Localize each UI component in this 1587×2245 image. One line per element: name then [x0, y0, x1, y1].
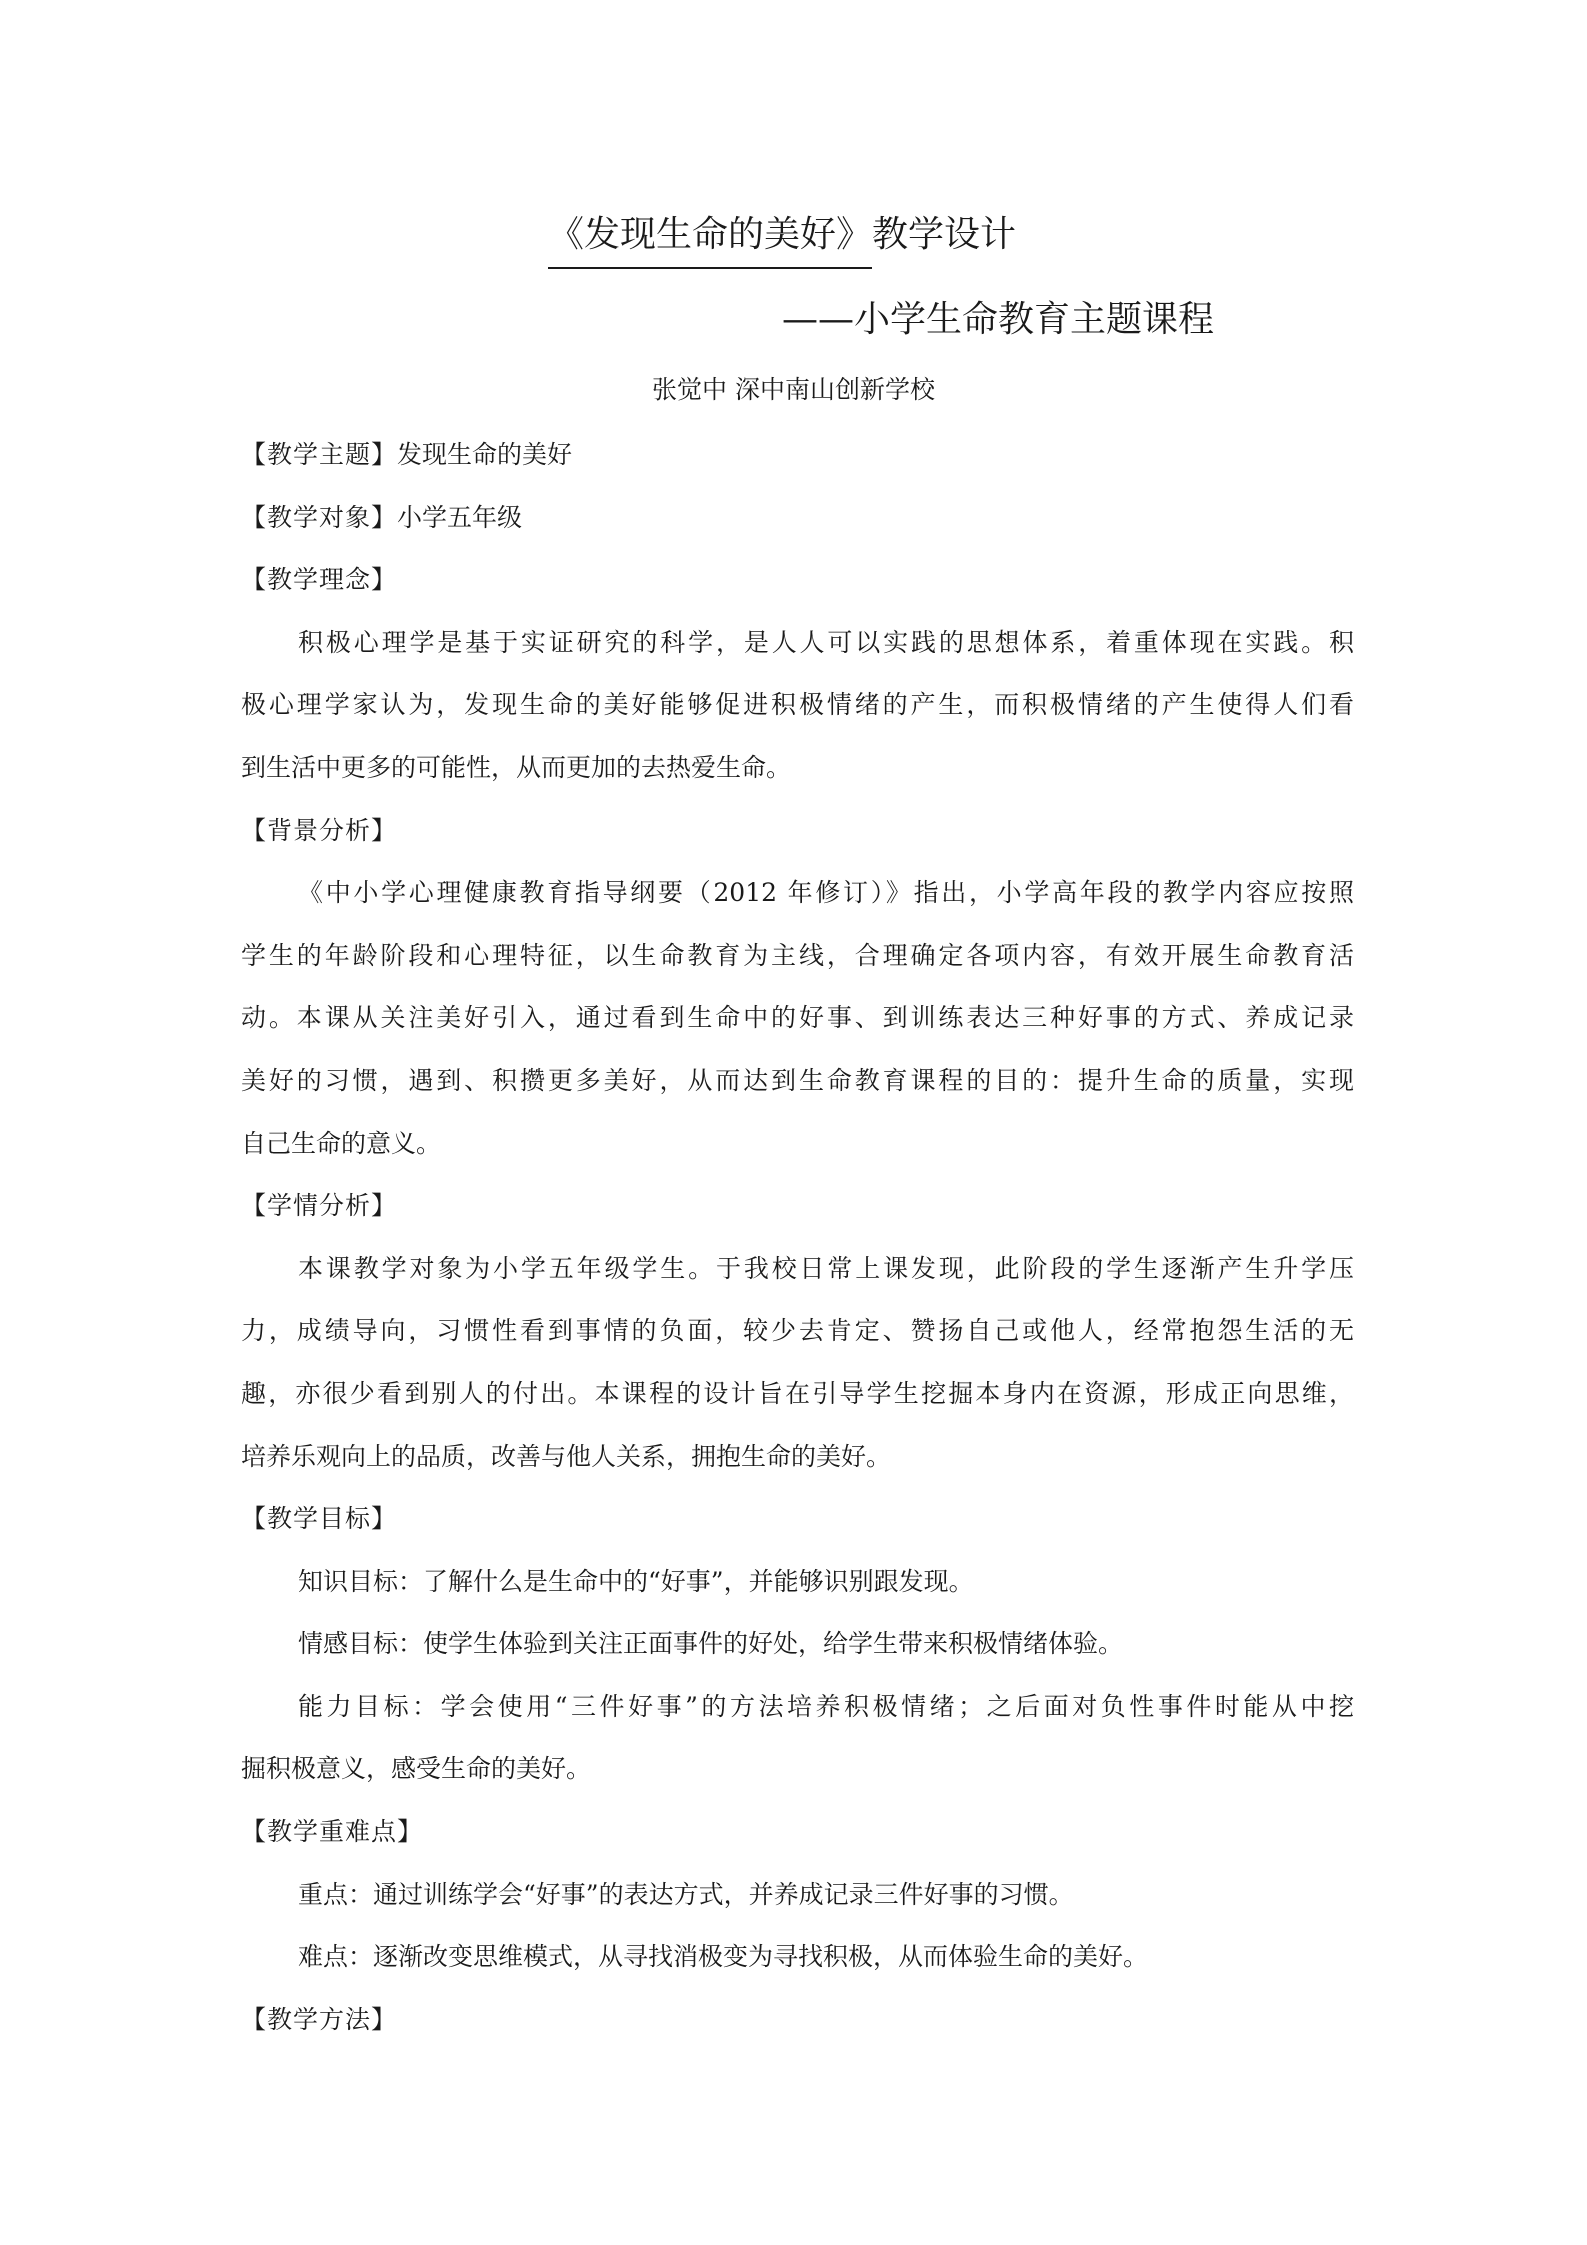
goal-ability-line: 能力目标：学会使用“三件好事”的方法培养积极情绪；之后面对负性事件时能从中挖: [298, 1691, 1354, 1721]
background-heading: 【背景分析】: [241, 815, 398, 845]
goal-knowledge: 知识目标：了解什么是生命中的“好事”，并能够识别跟发现。: [298, 1566, 974, 1596]
target-value: 小学五年级: [397, 502, 523, 532]
methods-heading: 【教学方法】: [241, 2004, 398, 2034]
students-line: 培养乐观向上的品质，改善与他人关系，拥抱生命的美好。: [241, 1441, 892, 1471]
keypoint-difficulty: 难点：逐渐改变思维模式，从寻找消极变为寻找积极，从而体验生命的美好。: [298, 1942, 1149, 1972]
philosophy-line: 到生活中更多的可能性，从而更加的去热爱生命。: [241, 752, 792, 782]
students-line: 力，成绩导向，习惯性看到事情的负面，较少去肯定、赞扬自己或他人，经常抱怨生活的无: [241, 1316, 1354, 1346]
students-heading: 【学情分析】: [241, 1191, 398, 1221]
students-line: 趣，亦很少看到别人的付出。本课程的设计旨在引导学生挖掘本身内在资源，形成正向思维，: [241, 1378, 1354, 1408]
students-line: 本课教学对象为小学五年级学生。于我校日常上课发现，此阶段的学生逐渐产生升学压: [298, 1253, 1354, 1283]
document-title: [548, 205, 1016, 269]
goal-ability-line: 掘积极意义，感受生命的美好。: [241, 1754, 592, 1784]
philosophy-heading: 【教学理念】: [241, 565, 398, 595]
title-book-name: 《发现生命的美好》: [548, 205, 872, 269]
philosophy-line: 积极心理学是基于实证研究的科学，是人人可以实践的思想体系，着重体现在实践。积: [298, 627, 1354, 657]
background-line: 学生的年龄阶段和心理特征，以生命教育为主线，合理确定各项内容，有效开展生命教育活: [241, 940, 1354, 970]
title-suffix: 教学设计: [872, 214, 1017, 255]
author-line: 张觉中 深中南山创新学校: [652, 375, 935, 404]
keypoint-focus: 重点：通过训练学会“好事”的表达方式，并养成记录三件好事的习惯。: [298, 1879, 1074, 1909]
document-subtitle: ——小学生命教育主题课程: [782, 299, 1215, 340]
background-line: 《中小学心理健康教育指导纲要（2012 年修订）》指出，小学高年段的教学内容应按照: [298, 878, 1354, 908]
background-line: 动。本课从关注美好引入，通过看到生命中的好事、到训练表达三种好事的方式、养成记录: [241, 1003, 1354, 1033]
theme-value: 发现生命的美好: [397, 440, 573, 469]
theme-row: [241, 424, 1354, 487]
target-heading: 【教学对象】: [241, 502, 398, 532]
theme-heading: 【教学主题】: [241, 440, 398, 469]
document-body: [241, 424, 1354, 2051]
goals-heading: 【教学目标】: [241, 1504, 398, 1534]
goal-emotion: 情感目标：使学生体验到关注正面事件的好处，给学生带来积极情绪体验。: [298, 1629, 1124, 1659]
background-line: 自己生命的意义。: [241, 1128, 442, 1158]
philosophy-line: 极心理学家认为，发现生命的美好能够促进积极情绪的产生，而积极情绪的产生使得人们看: [241, 690, 1354, 720]
keypoints-heading: 【教学重难点】: [241, 1817, 424, 1847]
background-line: 美好的习惯，遇到、积攒更多美好，从而达到生命教育课程的目的：提升生命的质量，实现: [241, 1065, 1354, 1095]
target-row: [241, 487, 1354, 550]
